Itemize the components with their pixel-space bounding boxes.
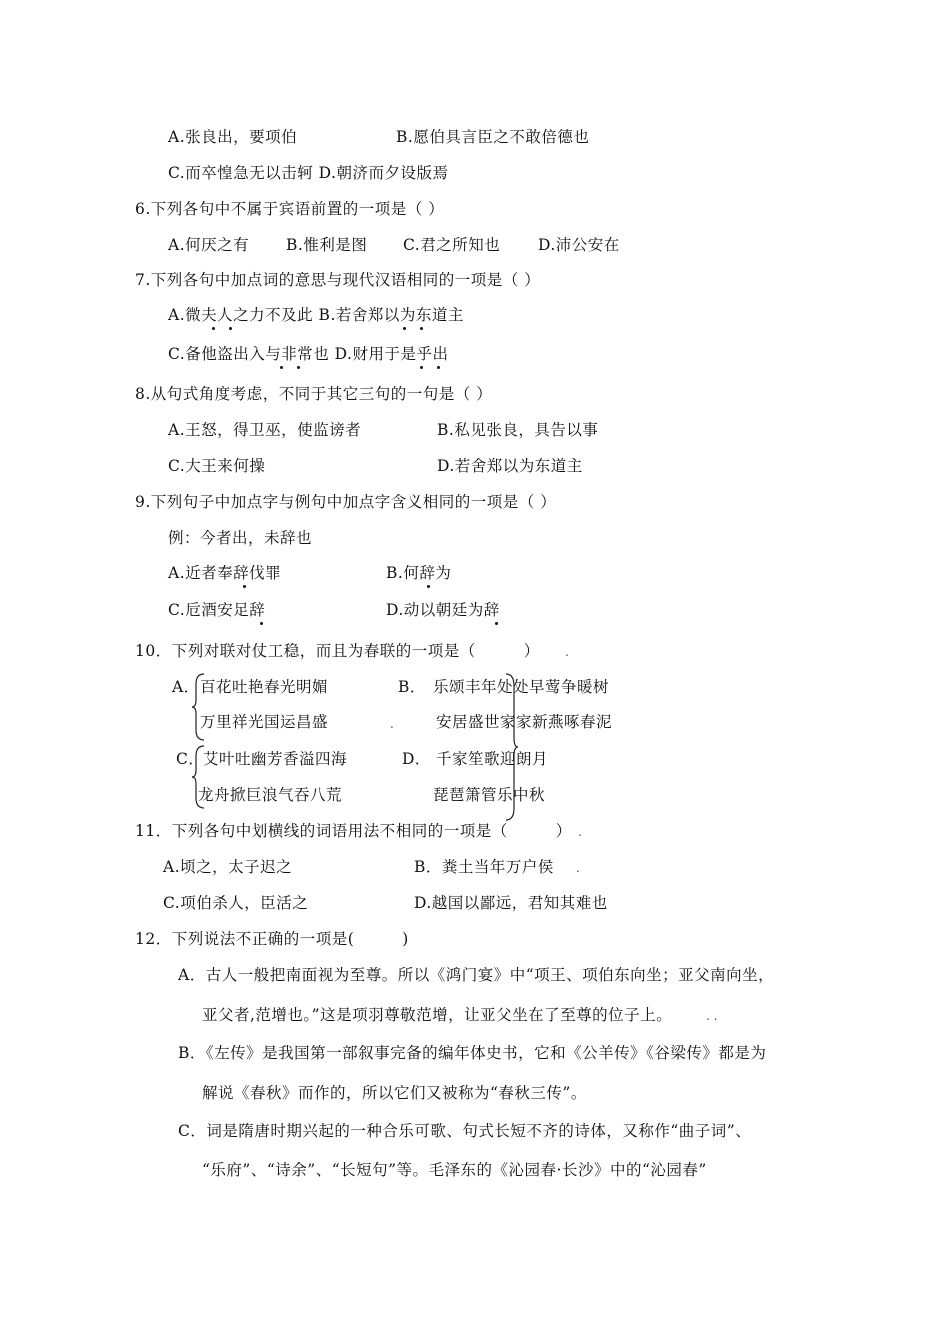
q12-option-b-line2: 解说《春秋》而作的，所以它们又被称为“春秋三传”。 [202, 1084, 587, 1102]
couplet-brace-c [192, 744, 208, 810]
q6-option-a: A.何厌之有 [168, 236, 250, 254]
emphasis-dot [260, 622, 263, 625]
q12-option-a-line2: 亚父者,范增也。”这是项羽尊敬范增，让亚父坐在了至尊的位子上。 [202, 1006, 673, 1024]
q5-option-a: A.张良出，要项伯 [168, 128, 298, 146]
q7-option-cd: C.备他盗出入与非常也 D.财用于是乎出 [168, 345, 449, 363]
q11-option-a: A.顷之，太子迟之 [163, 858, 293, 876]
q9-stem: 9.下列句子中加点字与例句中加点字含义相同的一项是（ ） [135, 493, 557, 511]
q12-option-b-line1: B．《左传》是我国第一部叙事完备的编年体史书，它和《公羊传》《谷梁传》都是为 [178, 1044, 767, 1062]
q10-b-line1: 乐颂丰年处处早莺争暖树 [433, 678, 610, 696]
q9-option-b: B.何辞为 [386, 564, 452, 582]
q9-option-c: C.卮酒安足辞 [168, 601, 266, 619]
q8-option-b: B.私见张良，具告以事 [437, 421, 599, 439]
q9-option-d: D.动以朝廷为辞 [386, 601, 500, 619]
q10-a-line1: 百花吐艳春光明媚 [200, 678, 329, 696]
q10-a-line2: 万里祥光国运昌盛 [200, 713, 329, 731]
q11-option-c: C.项伯杀人，臣活之 [163, 894, 309, 912]
emphasis-dot [495, 622, 498, 625]
q5-option-b: B.愿伯具言臣之不敢倍德也 [396, 128, 590, 146]
q8-option-c: C.大王来何操 [168, 457, 266, 475]
q10-label-a: A． [172, 678, 200, 696]
q10-stem: 10．下列对联对仗工稳，而且为春联的一项是（ ） [135, 642, 540, 660]
q8-option-a: A.王怒，得卫巫，使监谤者 [168, 421, 362, 439]
q7-option-ab: A.微夫人之力不及此 B.若舍郑以为东道主 [168, 306, 464, 324]
q10-c-line2: 龙舟掀巨浪气吞八荒 [198, 786, 343, 804]
q11-option-d: D.越国以鄙远，君知其难也 [414, 894, 608, 912]
q10-label-d: D． [402, 750, 431, 768]
q9-option-a: A.近者奉辞伐罪 [168, 564, 282, 582]
q10-label-c: C． [176, 750, 205, 768]
emphasis-dot [420, 366, 423, 369]
q6-stem: 6.下列各句中不属于宾语前置的一项是（ ） [135, 200, 445, 218]
q10-c-line1: 艾叶吐幽芳香溢四海 [203, 750, 348, 768]
emphasis-dot [437, 366, 440, 369]
emphasis-dot [280, 366, 283, 369]
q12-option-c-line1: C．词是隋唐时期兴起的一种合乐可歌、句式长短不齐的诗体，又称作“曲子词”、 [178, 1122, 752, 1140]
q6-option-c: C.君之所知也 [403, 236, 501, 254]
emphasis-dot [427, 585, 430, 588]
q7-stem: 7.下列各句中加点词的意思与现代汉语相同的一项是（ ） [135, 271, 541, 289]
q12-option-a-line1: A．古人一般把南面视为至尊。所以《鸿门宴》中“项王、项伯东向坐；亚父南向坐， [178, 966, 775, 984]
q12-stem: 12．下列说法不正确的一项是( ) [135, 930, 409, 948]
q11-stem: 11．下列各句中划横线的词语用法不相同的一项是（ ） [135, 822, 572, 840]
q6-option-b: B.惟利是图 [286, 236, 368, 254]
q11-option-b: B．粪土当年万户侯 [414, 858, 554, 876]
emphasis-dot [420, 327, 423, 330]
q10-label-b: B． [398, 678, 426, 696]
q10-d-line2: 琵琶箫管乐中秋 [433, 786, 546, 804]
q8-option-d: D.若舍郑以为东道主 [437, 457, 583, 475]
emphasis-dot [297, 366, 300, 369]
couplet-brace-a [192, 672, 208, 742]
q10-b-line2: 安居盛世家家新燕啄春泥 [436, 713, 613, 731]
emphasis-dot [229, 327, 232, 330]
couplet-brace-right [504, 672, 520, 822]
emphasis-dot [243, 585, 246, 588]
q6-option-d: D.沛公安在 [538, 236, 620, 254]
q8-stem: 8.从句式角度考虑，不同于其它三句的一句是（ ） [135, 385, 493, 403]
q9-example: 例：今者出，未辞也 [168, 529, 313, 547]
emphasis-dot [403, 327, 406, 330]
emphasis-dot [212, 327, 215, 330]
q10-d-line1: 千家笙歌迎朗月 [436, 750, 549, 768]
q12-option-c-line2: “乐府”、“诗余”、“长短句”等。毛泽东的《沁园春·长沙》中的“沁园春” [202, 1161, 707, 1179]
q5-option-cd: C.而卒惶急无以击轲 D.朝济而夕设版焉 [168, 164, 449, 182]
